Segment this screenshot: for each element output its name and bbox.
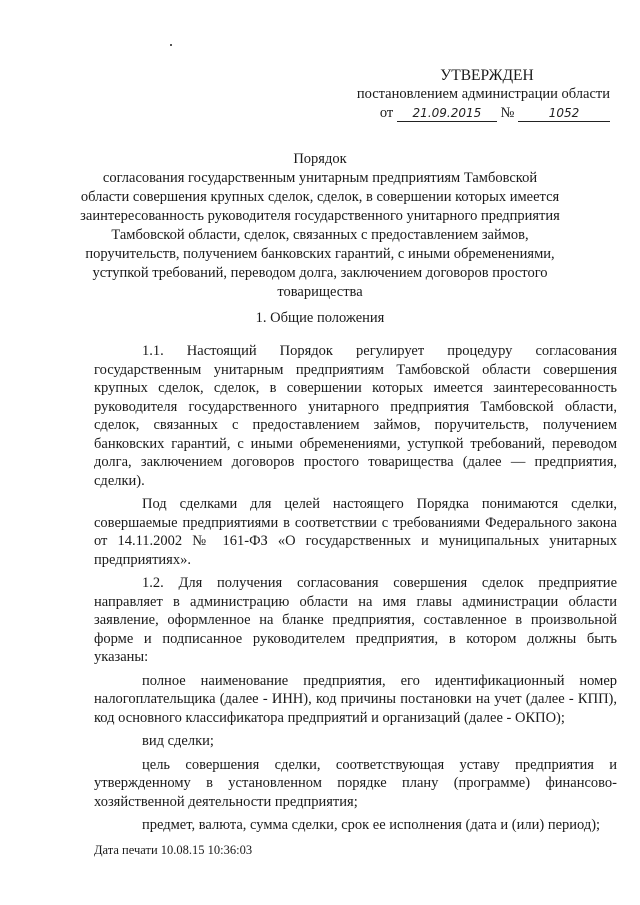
document-title: Порядок согласования государственным унитарным предприятиям Тамбовской области совершения крупных сделок, сделок, в совершении которых имеется заинтересованность руководителя государственного унитарного предприятия Тамбовской области, сделок, связанных с предоставлением займов, поручительств, получением банковских гарантий, с иными обременениями, уступкой требований, переводом долга, заключением договоров простого товарищества [80,151,560,300]
print-date-footer: Дата печати 10.08.15 10:36:03 [94,843,253,857]
list-item-deal-purpose: цель совершения сделки, соответствующая уставу предприятия и утвержденному в установленном порядке плану (программе) финансово-хозяйственной деятельности предприятия; [94,756,617,810]
handwritten-date: 21.09.2015 [397,106,497,122]
paragraph-1-2: 1.2. Для получения согласования совершения сделок предприятие направляет в администрацию области на имя главы администрации области заявление, оформленное на бланке предприятия, составленное в произвольной форме и подписанное руководителем предприятия, в котором должны быть указаны: [94,575,617,665]
section-heading: 1. Общие положения [255,310,385,326]
scan-speck [170,44,172,46]
list-item-deal-type: вид сделки; [142,733,214,749]
approval-stamp [340,66,610,123]
handwritten-number: 1052 [518,106,610,122]
approval-date-number [340,104,610,123]
date-prefix: от [379,105,394,121]
list-item-enterprise-name: полное наименование предприятия, его идентификационный номер налогоплательщика (далее - ИНН), код причины постановки на учет (далее - КПП), код основного классификатора предприятий и организаций (далее - ОКПО); [94,672,617,726]
approval-title: УТВЕРЖДЕН [440,67,534,84]
number-prefix: № [500,105,515,121]
paragraph-1-1: 1.1. Настоящий Порядок регулирует процедуру согласования государственным унитарным предприятиям Тамбовской области совершения крупных сделок, сделок, в совершении которых имеется заинтересованность руководителя государственного унитарного предприятия Тамбовской области, сделок, связанных с предоставлением займов, поручительств, получением банковских гарантий, с иными обременениями, уступкой требований, переводом долга, заключением договоров простого товарищества (далее — предприятия, сделки). [94,343,617,489]
list-item-deal-subject: предмет, валюта, сумма сделки, срок ее исполнения (дата и (или) период); [142,817,601,833]
document-body [94,342,617,835]
paragraph-deals-definition: Под сделками для целей настоящего Порядка понимаются сделки, совершаемые предприятиями в соответствии с требованиями Федерального закона от 14.11.2002 № 161-ФЗ «О государственных и муниципальных унитарных предприятиях». [94,496,617,568]
approval-authority: постановлением администрации области [356,86,610,102]
